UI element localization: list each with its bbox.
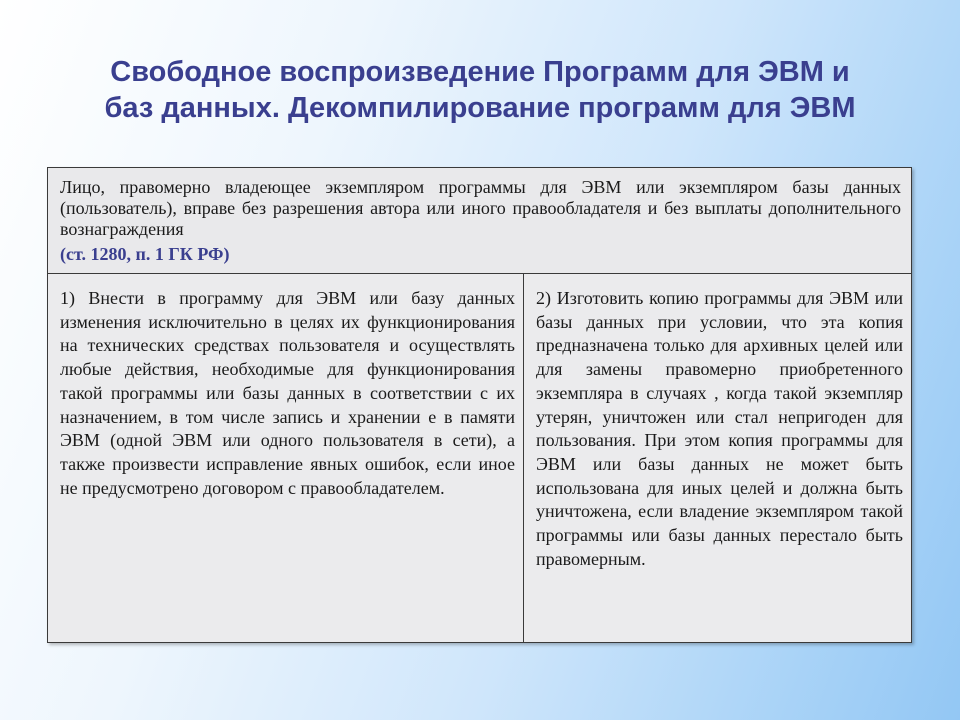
right-column-cell: 2) Изготовить копию программы для ЭВМ или базы данных при условии, что эта копия предназначена только для архивных целей или для замены правомерно приобретенного экземпляра в случаях , когда такой экземпляр утерян, уничтожен или стал непригоден для пользования. При этом копия программы для ЭВМ или базы данных не может быть использована для иных целей и должна быть уничтожена, если владение экземпляром такой программы или базы данных перестало быть правомерным. — [524, 274, 911, 642]
rights-table — [47, 167, 912, 643]
slide-title-line-1: Свободное воспроизведение Программ для ЭВМ и — [110, 56, 850, 88]
intro-cell — [48, 168, 911, 274]
slide-title — [40, 54, 920, 126]
intro-text: Лицо, правомерно владеющее экземпляром программы для ЭВМ или экземпляром базы данных (пользователь), вправе без разрешения автора или иного правообладателя и без выплаты дополнительного вознаграждения — [60, 177, 901, 239]
left-column-cell: 1) Внести в программу для ЭВМ или базу данных изменения исключительно в целях их функционирования на технических средствах пользователя и осуществлять любые действия, необходимые для функционирования такой программы или базы данных в соответствии с их назначением, в том числе запись и хранении е в памяти ЭВМ (одной ЭВМ или одного пользователя в сети), а также произвести исправление явных ошибок, если иное не предусмотрено договором с правообладателем. — [48, 274, 524, 642]
law-reference: (ст. 1280, п. 1 ГК РФ) — [60, 244, 230, 264]
slide-title-line-2: баз данных. Декомпилирование программ для ЭВМ — [104, 92, 856, 124]
